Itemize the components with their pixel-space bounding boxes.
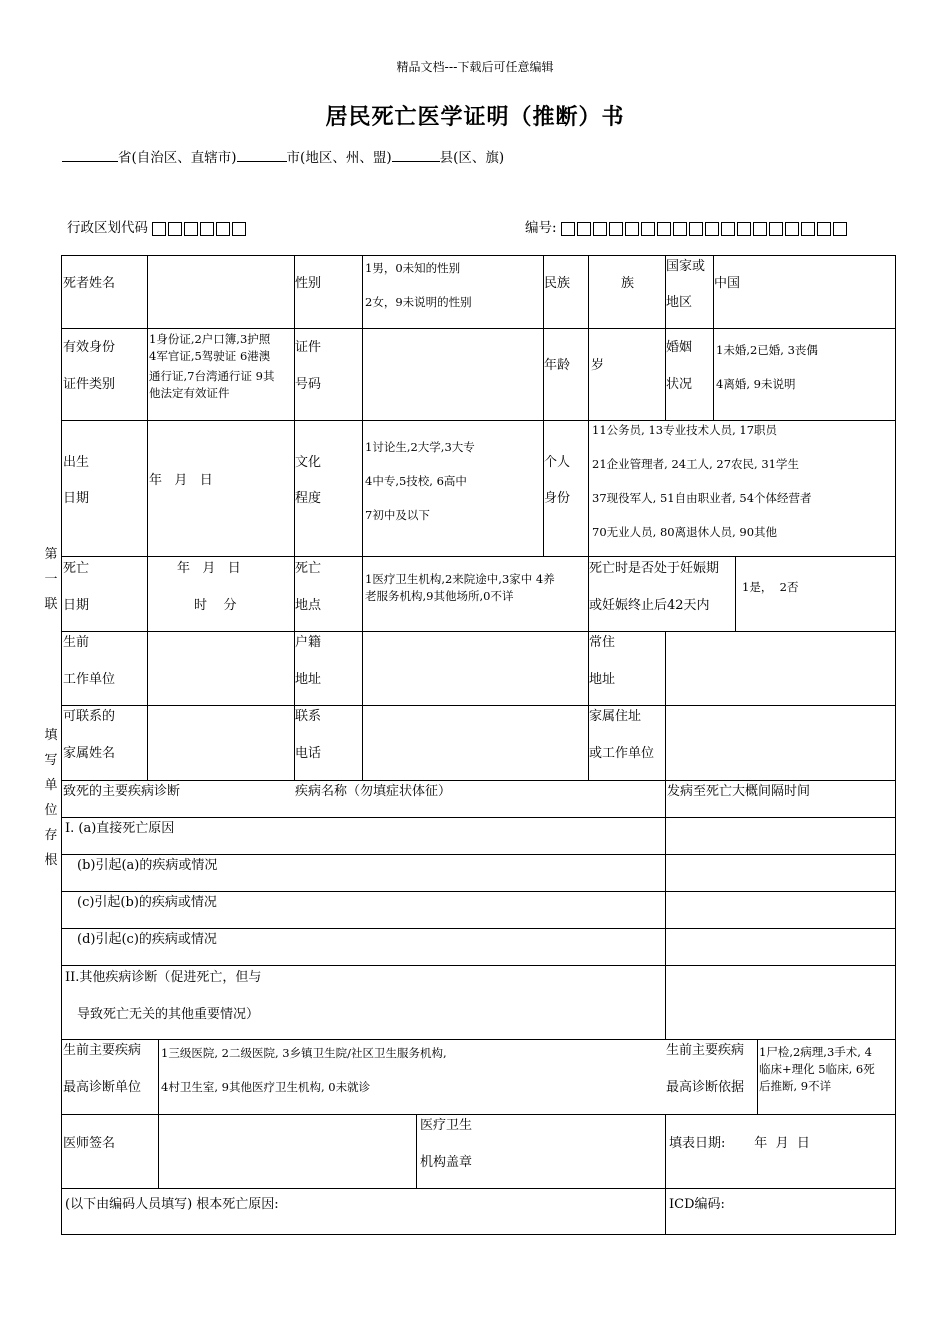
country-label-1: 国家或 <box>666 259 706 274</box>
country-value: 中国 <box>714 276 741 291</box>
occupation-option-3: 37现役军人, 51自由职业者, 54个体经营者 <box>592 491 812 505</box>
header-note: 精品文档---下载后可任意编辑 <box>396 60 554 74</box>
sex-option-1: 1男，0未知的性别 <box>365 261 461 275</box>
diagnosis-unit-label-1: 生前主要疾病 <box>63 1043 142 1058</box>
diagnosis-basis-option-1: 1尸检,2病理,3手术, 4 <box>759 1045 872 1059</box>
work-unit-field[interactable] <box>149 633 292 704</box>
marital-option-2: 4离婚, 9未说明 <box>716 377 796 391</box>
region-line <box>62 146 504 166</box>
diagnosis-c-label: (c)引起(b)的疾病或情况 <box>77 895 217 910</box>
diagnosis-unit-option-2: 4村卫生室, 9其他医疗卫生机构, 0未就诊 <box>161 1080 371 1094</box>
occupation-option-2: 21企业管理者, 24工人, 27农民, 31学生 <box>592 457 799 471</box>
birth-label-2: 日期 <box>63 491 90 506</box>
phone-label-2: 电话 <box>295 746 322 761</box>
ethnic-label: 民族 <box>544 276 571 291</box>
marital-label-2: 状况 <box>666 377 693 392</box>
id-type-option-4: 他法定有效证件 <box>149 386 230 400</box>
hukou-label-1: 户籍 <box>295 635 322 650</box>
education-option-1: 1讨论生,2大学,3大专 <box>365 440 475 454</box>
id-type-label-1: 有效身份 <box>63 340 116 355</box>
marital-label-1: 婚姻 <box>666 340 693 355</box>
residence-label-2: 地址 <box>589 672 616 687</box>
county-blank[interactable] <box>392 148 440 162</box>
id-type-option-3: 通行证,7台湾通行证 9其 <box>149 369 275 383</box>
province-blank[interactable] <box>62 148 118 162</box>
diagnosis-unit-label-2: 最高诊断单位 <box>63 1080 142 1095</box>
education-option-2: 4中专,5技校, 6高中 <box>365 474 467 488</box>
city-label: 市(地区、州、盟) <box>286 150 392 166</box>
diagnosis-basis-label-2: 最高诊断依据 <box>666 1080 745 1095</box>
county-label: 县(区、旗) <box>439 150 505 166</box>
birth-label-1: 出生 <box>63 455 90 470</box>
doctor-signature-label: 医师签名 <box>63 1136 116 1151</box>
work-unit-label-1: 生前 <box>63 635 90 650</box>
occupation-label-2: 身份 <box>544 491 571 506</box>
serial-boxes[interactable] <box>561 221 849 237</box>
name-field[interactable] <box>149 257 292 327</box>
age-unit: 岁 <box>591 358 605 373</box>
death-place-option-2: 老服务机构,9其他场所,0不详 <box>365 589 514 603</box>
education-option-3: 7初中及以下 <box>365 508 430 522</box>
id-number-label-2: 号码 <box>295 377 322 392</box>
death-date-label-2: 日期 <box>63 598 90 613</box>
diagnosis-other-label-2: 导致死亡无关的其他重要情况） <box>77 1007 260 1022</box>
country-label-2: 地区 <box>666 295 693 310</box>
serial-label: 编号: <box>525 220 557 236</box>
name-label: 死者姓名 <box>63 276 116 291</box>
diagnosis-basis-option-2: 临床+理化 5临床, 6死 <box>759 1062 875 1076</box>
province-label: 省(自治区、直辖市) <box>118 150 237 166</box>
death-place-label-1: 死亡 <box>295 561 322 576</box>
death-place-label-2: 地点 <box>295 598 322 613</box>
hukou-field[interactable] <box>364 633 663 704</box>
admin-code-label: 行政区划代码 <box>67 220 148 236</box>
pregnancy-label-1: 死亡时是否处于妊娠期 <box>589 561 720 576</box>
residence-field[interactable] <box>667 633 893 704</box>
id-type-label-2: 证件类别 <box>63 377 116 392</box>
diagnosis-unit-option-1: 1三级医院, 2二级医院, 3乡镇卫生院/社区卫生服务机构, <box>161 1046 447 1060</box>
admin-code-boxes[interactable] <box>152 221 248 237</box>
diagnosis-header-interval: 发病至死亡大概间隔时间 <box>667 784 811 799</box>
ethnic-suffix: 族 <box>621 276 635 291</box>
city-blank[interactable] <box>237 148 287 162</box>
diagnosis-basis-option-3: 后推断, 9不详 <box>759 1079 832 1093</box>
pregnancy-label-2: 或妊娠终止后42天内 <box>589 598 710 613</box>
diagnosis-header-main: 致死的主要疾病诊断 <box>63 784 181 799</box>
education-label-1: 文化 <box>295 455 322 470</box>
hukou-label-2: 地址 <box>295 672 322 687</box>
diagnosis-header-name: 疾病名称（勿填症状体征） <box>295 784 452 799</box>
side-label-top: 第 一 联 <box>44 547 58 612</box>
diagnosis-a-label: I. (a)直接死亡原因 <box>65 821 175 836</box>
residence-label-1: 常住 <box>589 635 616 650</box>
death-place-option-1: 1医疗卫生机构,2来院途中,3家中 4养 <box>365 572 555 586</box>
diagnosis-basis-label-1: 生前主要疾病 <box>666 1043 745 1058</box>
occupation-option-1: 11公务员, 13专业技术人员, 17职员 <box>592 423 778 437</box>
family-label-1: 可联系的 <box>63 709 116 724</box>
marital-option-1: 1未婚,2已婚, 3丧偶 <box>716 343 818 357</box>
occupation-label-1: 个人 <box>544 455 571 470</box>
pregnancy-options: 1是， 2否 <box>742 580 799 594</box>
family-address-field[interactable] <box>667 707 893 779</box>
side-label-bottom: 填 写 单 位 存 根 <box>44 728 58 868</box>
diagnosis-other-label-1: II.其他疾病诊断（促进死亡，但与 <box>65 970 262 985</box>
admin-code-row <box>67 216 248 237</box>
occupation-option-4: 70无业人员, 80离退休人员, 90其他 <box>592 525 778 539</box>
birth-date-value[interactable]: 年 月 日 <box>149 473 213 488</box>
family-name-field[interactable] <box>149 707 292 779</box>
id-number-field[interactable] <box>364 330 541 418</box>
phone-label-1: 联系 <box>295 709 322 724</box>
fill-date-label[interactable]: 填表日期: 年 月 日 <box>669 1136 810 1151</box>
sex-option-2: 2女，9未说明的性别 <box>365 295 472 309</box>
id-type-option-1: 1身份证,2户口簿,3护照 <box>149 332 271 346</box>
document-title: 居民死亡医学证明（推断）书 <box>325 104 625 130</box>
family-label-2: 家属姓名 <box>63 746 116 761</box>
coder-label: (以下由编码人员填写) 根本死亡原因: <box>65 1197 279 1212</box>
doctor-signature-field[interactable] <box>160 1116 414 1187</box>
institution-seal-label-1: 医疗卫生 <box>420 1118 473 1133</box>
work-unit-label-2: 工作单位 <box>63 672 116 687</box>
id-number-label-1: 证件 <box>295 340 322 355</box>
death-time-value[interactable]: 时 分 <box>194 598 237 613</box>
diagnosis-d-label: (d)引起(c)的疾病或情况 <box>77 932 217 947</box>
icd-label: ICD编码: <box>669 1197 725 1212</box>
death-date-label-1: 死亡 <box>63 561 90 576</box>
family-address-label-1: 家属住址 <box>589 709 642 724</box>
certificate-form <box>61 255 896 1235</box>
serial-row <box>525 216 849 237</box>
diagnosis-b-label: (b)引起(a)的疾病或情况 <box>77 858 218 873</box>
death-date-value[interactable]: 年 月 日 <box>177 561 241 576</box>
sex-label: 性别 <box>295 276 322 291</box>
family-address-label-2: 或工作单位 <box>589 746 655 761</box>
id-type-option-2: 4军官证,5驾驶证 6港澳 <box>149 349 271 363</box>
institution-seal-label-2: 机构盖章 <box>420 1155 473 1170</box>
education-label-2: 程度 <box>295 491 322 506</box>
age-label: 年龄 <box>544 358 571 373</box>
